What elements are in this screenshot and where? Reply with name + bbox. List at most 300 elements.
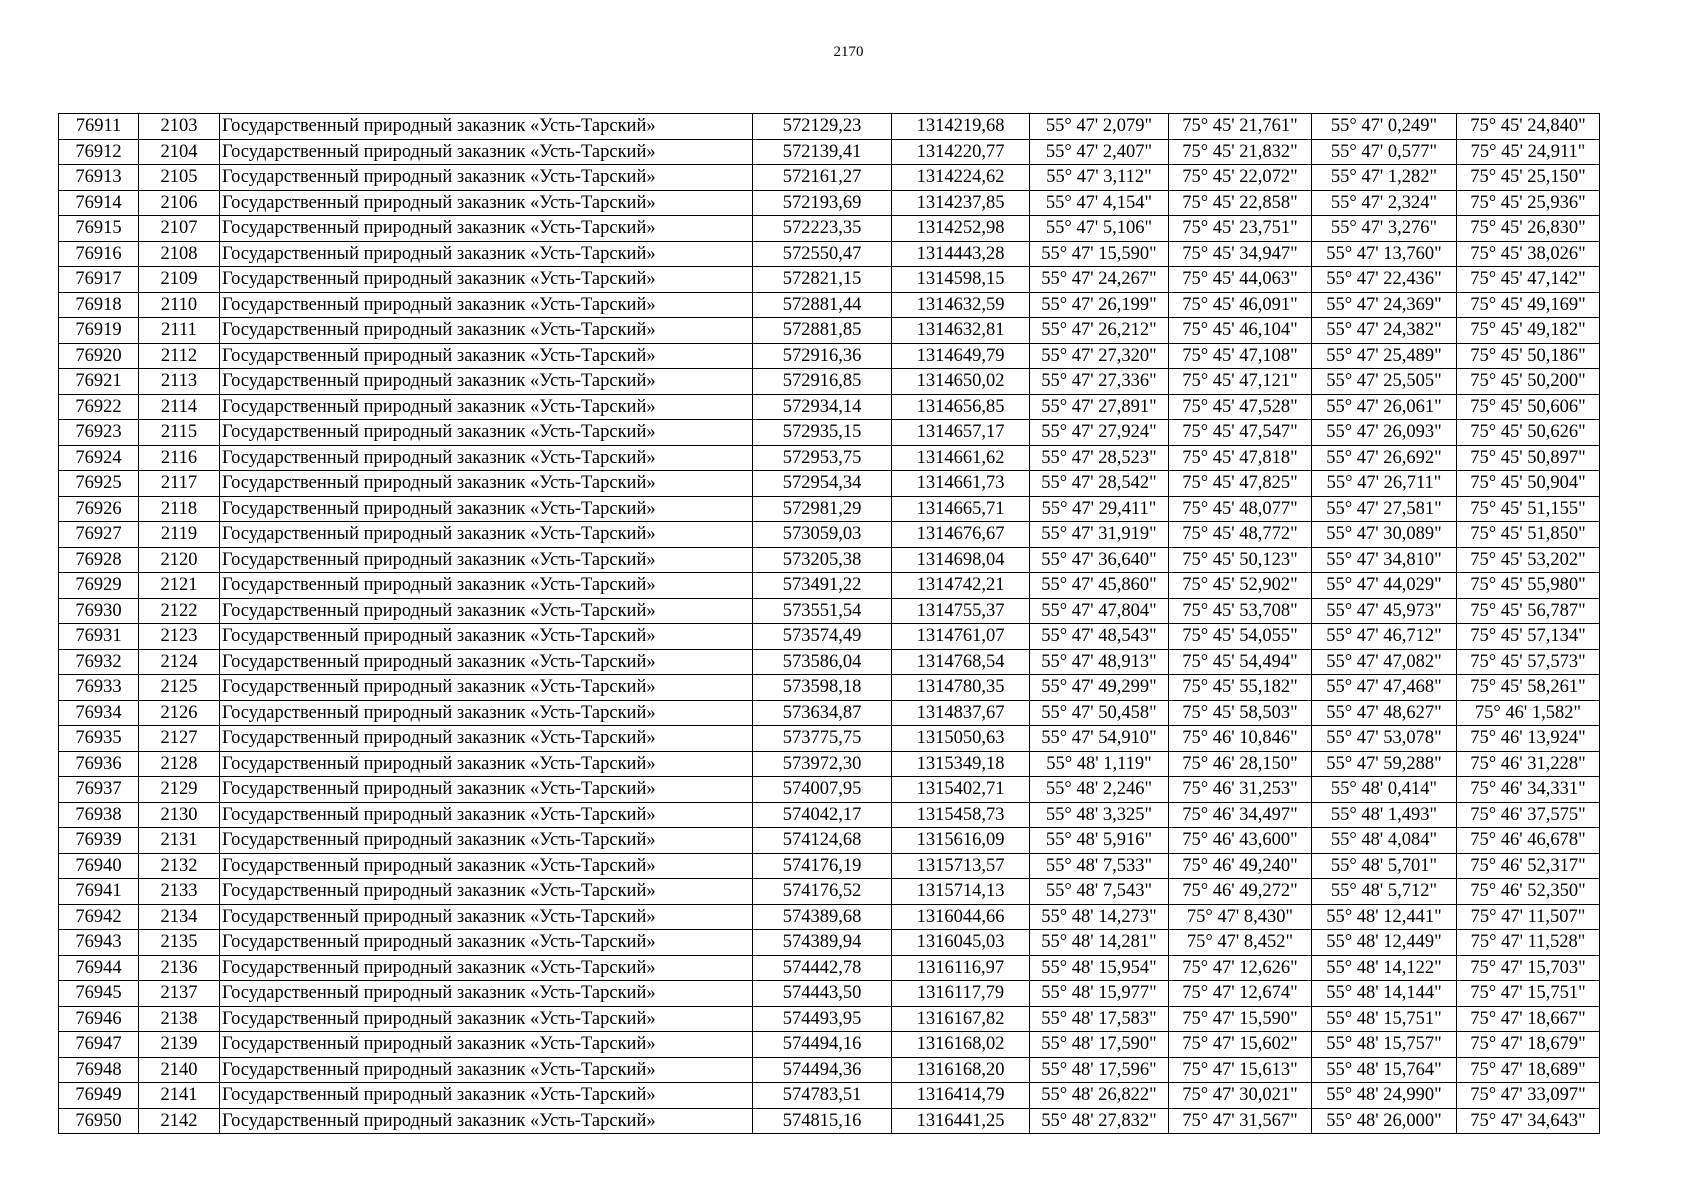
longitude-alt-cell: 75° 47' 11,528": [1457, 930, 1600, 956]
x-coordinate-cell: 574389,94: [753, 930, 892, 956]
zone-name-cell: Государственный природный заказник «Усть-Тарский»: [220, 547, 753, 573]
point-number-cell: 2119: [139, 522, 220, 548]
zone-name-cell: Государственный природный заказник «Усть-Тарский»: [220, 573, 753, 599]
point-number-cell: 2138: [139, 1006, 220, 1032]
latitude-alt-cell: 55° 47' 24,369": [1312, 292, 1457, 318]
zone-name-cell: Государственный природный заказник «Усть-Тарский»: [220, 930, 753, 956]
x-coordinate-cell: 574176,52: [753, 879, 892, 905]
zone-name-cell: Государственный природный заказник «Усть-Тарский»: [220, 445, 753, 471]
latitude-alt-cell: 55° 48' 15,764": [1312, 1057, 1457, 1083]
table-row: [59, 369, 1600, 395]
point-number-cell: 2139: [139, 1032, 220, 1058]
x-coordinate-cell: 573972,30: [753, 751, 892, 777]
zone-name-cell: Государственный природный заказник «Усть-Тарский»: [220, 343, 753, 369]
table-row: [59, 114, 1600, 140]
y-coordinate-cell: 1314780,35: [892, 675, 1030, 701]
y-coordinate-cell: 1316168,02: [892, 1032, 1030, 1058]
zone-name-cell: Государственный природный заказник «Усть-Тарский»: [220, 241, 753, 267]
latitude-alt-cell: 55° 47' 30,089": [1312, 522, 1457, 548]
latitude-alt-cell: 55° 48' 0,414": [1312, 777, 1457, 803]
record-number-cell: 76937: [59, 777, 139, 803]
point-number-cell: 2140: [139, 1057, 220, 1083]
longitude-cell: 75° 45' 47,121": [1169, 369, 1312, 395]
zone-name-cell: Государственный природный заказник «Усть-Тарский»: [220, 216, 753, 242]
record-number-cell: 76915: [59, 216, 139, 242]
table-row: [59, 879, 1600, 905]
x-coordinate-cell: 574783,51: [753, 1083, 892, 1109]
y-coordinate-cell: 1314761,07: [892, 624, 1030, 650]
record-number-cell: 76938: [59, 802, 139, 828]
y-coordinate-cell: 1314755,37: [892, 598, 1030, 624]
latitude-alt-cell: 55° 47' 26,692": [1312, 445, 1457, 471]
table-row: [59, 955, 1600, 981]
longitude-cell: 75° 45' 22,858": [1169, 190, 1312, 216]
latitude-cell: 55° 48' 1,119": [1030, 751, 1169, 777]
table-row: [59, 420, 1600, 446]
point-number-cell: 2110: [139, 292, 220, 318]
latitude-alt-cell: 55° 48' 14,144": [1312, 981, 1457, 1007]
record-number-cell: 76934: [59, 700, 139, 726]
zone-name-cell: Государственный природный заказник «Усть-Тарский»: [220, 165, 753, 191]
y-coordinate-cell: 1314632,81: [892, 318, 1030, 344]
y-coordinate-cell: 1314219,68: [892, 114, 1030, 140]
latitude-alt-cell: 55° 47' 48,627": [1312, 700, 1457, 726]
table-row: [59, 343, 1600, 369]
y-coordinate-cell: 1316167,82: [892, 1006, 1030, 1032]
latitude-alt-cell: 55° 47' 0,249": [1312, 114, 1457, 140]
point-number-cell: 2103: [139, 114, 220, 140]
zone-name-cell: Государственный природный заказник «Усть-Тарский»: [220, 471, 753, 497]
latitude-cell: 55° 47' 54,910": [1030, 726, 1169, 752]
latitude-cell: 55° 48' 26,822": [1030, 1083, 1169, 1109]
latitude-alt-cell: 55° 48' 4,084": [1312, 828, 1457, 854]
longitude-cell: 75° 45' 48,077": [1169, 496, 1312, 522]
point-number-cell: 2131: [139, 828, 220, 854]
latitude-cell: 55° 48' 7,543": [1030, 879, 1169, 905]
y-coordinate-cell: 1314649,79: [892, 343, 1030, 369]
zone-name-cell: Государственный природный заказник «Усть-Тарский»: [220, 751, 753, 777]
record-number-cell: 76940: [59, 853, 139, 879]
longitude-alt-cell: 75° 45' 49,169": [1457, 292, 1600, 318]
y-coordinate-cell: 1316168,20: [892, 1057, 1030, 1083]
table-row: [59, 904, 1600, 930]
x-coordinate-cell: 572935,15: [753, 420, 892, 446]
latitude-cell: 55° 47' 27,924": [1030, 420, 1169, 446]
y-coordinate-cell: 1316117,79: [892, 981, 1030, 1007]
y-coordinate-cell: 1315713,57: [892, 853, 1030, 879]
record-number-cell: 76929: [59, 573, 139, 599]
latitude-cell: 55° 47' 3,112": [1030, 165, 1169, 191]
x-coordinate-cell: 572161,27: [753, 165, 892, 191]
longitude-alt-cell: 75° 46' 46,678": [1457, 828, 1600, 854]
latitude-alt-cell: 55° 47' 25,489": [1312, 343, 1457, 369]
longitude-alt-cell: 75° 47' 33,097": [1457, 1083, 1600, 1109]
latitude-alt-cell: 55° 47' 3,276": [1312, 216, 1457, 242]
longitude-cell: 75° 46' 31,253": [1169, 777, 1312, 803]
longitude-cell: 75° 47' 15,613": [1169, 1057, 1312, 1083]
latitude-alt-cell: 55° 47' 25,505": [1312, 369, 1457, 395]
latitude-cell: 55° 48' 5,916": [1030, 828, 1169, 854]
point-number-cell: 2120: [139, 547, 220, 573]
record-number-cell: 76914: [59, 190, 139, 216]
longitude-alt-cell: 75° 45' 51,155": [1457, 496, 1600, 522]
zone-name-cell: Государственный природный заказник «Усть-Тарский»: [220, 318, 753, 344]
latitude-cell: 55° 48' 2,246": [1030, 777, 1169, 803]
x-coordinate-cell: 573775,75: [753, 726, 892, 752]
longitude-alt-cell: 75° 47' 15,751": [1457, 981, 1600, 1007]
longitude-alt-cell: 75° 45' 50,200": [1457, 369, 1600, 395]
y-coordinate-cell: 1314656,85: [892, 394, 1030, 420]
longitude-alt-cell: 75° 46' 52,317": [1457, 853, 1600, 879]
y-coordinate-cell: 1314698,04: [892, 547, 1030, 573]
longitude-alt-cell: 75° 47' 15,703": [1457, 955, 1600, 981]
longitude-alt-cell: 75° 47' 18,689": [1457, 1057, 1600, 1083]
latitude-cell: 55° 47' 49,299": [1030, 675, 1169, 701]
latitude-cell: 55° 48' 17,583": [1030, 1006, 1169, 1032]
zone-name-cell: Государственный природный заказник «Усть-Тарский»: [220, 420, 753, 446]
x-coordinate-cell: 573586,04: [753, 649, 892, 675]
latitude-cell: 55° 47' 29,411": [1030, 496, 1169, 522]
x-coordinate-cell: 572139,41: [753, 139, 892, 165]
latitude-alt-cell: 55° 47' 47,468": [1312, 675, 1457, 701]
point-number-cell: 2112: [139, 343, 220, 369]
longitude-alt-cell: 75° 45' 50,186": [1457, 343, 1600, 369]
longitude-cell: 75° 47' 12,626": [1169, 955, 1312, 981]
x-coordinate-cell: 572916,85: [753, 369, 892, 395]
zone-name-cell: Государственный природный заказник «Усть-Тарский»: [220, 114, 753, 140]
record-number-cell: 76944: [59, 955, 139, 981]
table-row: [59, 598, 1600, 624]
table-row: [59, 828, 1600, 854]
zone-name-cell: Государственный природный заказник «Усть-Тарский»: [220, 1032, 753, 1058]
record-number-cell: 76928: [59, 547, 139, 573]
latitude-cell: 55° 47' 28,523": [1030, 445, 1169, 471]
point-number-cell: 2128: [139, 751, 220, 777]
y-coordinate-cell: 1314252,98: [892, 216, 1030, 242]
y-coordinate-cell: 1314661,62: [892, 445, 1030, 471]
x-coordinate-cell: 573598,18: [753, 675, 892, 701]
latitude-cell: 55° 48' 3,325": [1030, 802, 1169, 828]
y-coordinate-cell: 1316116,97: [892, 955, 1030, 981]
longitude-alt-cell: 75° 45' 55,980": [1457, 573, 1600, 599]
table-row: [59, 624, 1600, 650]
table-row: [59, 496, 1600, 522]
point-number-cell: 2115: [139, 420, 220, 446]
table-row: [59, 292, 1600, 318]
table-row: [59, 216, 1600, 242]
latitude-cell: 55° 48' 14,281": [1030, 930, 1169, 956]
x-coordinate-cell: 573059,03: [753, 522, 892, 548]
zone-name-cell: Государственный природный заказник «Усть-Тарский»: [220, 726, 753, 752]
x-coordinate-cell: 572821,15: [753, 267, 892, 293]
x-coordinate-cell: 574389,68: [753, 904, 892, 930]
zone-name-cell: Государственный природный заказник «Усть-Тарский»: [220, 1057, 753, 1083]
point-number-cell: 2129: [139, 777, 220, 803]
point-number-cell: 2117: [139, 471, 220, 497]
latitude-alt-cell: 55° 48' 12,441": [1312, 904, 1457, 930]
zone-name-cell: Государственный природный заказник «Усть-Тарский»: [220, 1083, 753, 1109]
table-row: [59, 445, 1600, 471]
latitude-cell: 55° 47' 47,804": [1030, 598, 1169, 624]
table-row: [59, 522, 1600, 548]
table-row: [59, 190, 1600, 216]
y-coordinate-cell: 1315714,13: [892, 879, 1030, 905]
x-coordinate-cell: 572881,44: [753, 292, 892, 318]
point-number-cell: 2141: [139, 1083, 220, 1109]
table-row: [59, 777, 1600, 803]
longitude-alt-cell: 75° 47' 18,667": [1457, 1006, 1600, 1032]
x-coordinate-cell: 574042,17: [753, 802, 892, 828]
latitude-alt-cell: 55° 48' 24,990": [1312, 1083, 1457, 1109]
point-number-cell: 2105: [139, 165, 220, 191]
longitude-cell: 75° 47' 12,674": [1169, 981, 1312, 1007]
longitude-alt-cell: 75° 46' 37,575": [1457, 802, 1600, 828]
point-number-cell: 2124: [139, 649, 220, 675]
point-number-cell: 2104: [139, 139, 220, 165]
table-row: [59, 547, 1600, 573]
table-row: [59, 675, 1600, 701]
point-number-cell: 2118: [139, 496, 220, 522]
y-coordinate-cell: 1314443,28: [892, 241, 1030, 267]
longitude-cell: 75° 45' 47,547": [1169, 420, 1312, 446]
x-coordinate-cell: 574007,95: [753, 777, 892, 803]
point-number-cell: 2125: [139, 675, 220, 701]
longitude-alt-cell: 75° 46' 31,228": [1457, 751, 1600, 777]
y-coordinate-cell: 1314632,59: [892, 292, 1030, 318]
x-coordinate-cell: 572550,47: [753, 241, 892, 267]
point-number-cell: 2130: [139, 802, 220, 828]
latitude-cell: 55° 47' 45,860": [1030, 573, 1169, 599]
longitude-cell: 75° 45' 21,832": [1169, 139, 1312, 165]
record-number-cell: 76939: [59, 828, 139, 854]
latitude-alt-cell: 55° 48' 26,000": [1312, 1108, 1457, 1134]
latitude-cell: 55° 48' 27,832": [1030, 1108, 1169, 1134]
latitude-alt-cell: 55° 47' 24,382": [1312, 318, 1457, 344]
record-number-cell: 76950: [59, 1108, 139, 1134]
record-number-cell: 76933: [59, 675, 139, 701]
table-row: [59, 1006, 1600, 1032]
zone-name-cell: Государственный природный заказник «Усть-Тарский»: [220, 777, 753, 803]
longitude-cell: 75° 46' 34,497": [1169, 802, 1312, 828]
latitude-alt-cell: 55° 48' 1,493": [1312, 802, 1457, 828]
table-row: [59, 1057, 1600, 1083]
longitude-cell: 75° 45' 47,108": [1169, 343, 1312, 369]
record-number-cell: 76917: [59, 267, 139, 293]
x-coordinate-cell: 572953,75: [753, 445, 892, 471]
x-coordinate-cell: 572223,35: [753, 216, 892, 242]
y-coordinate-cell: 1315402,71: [892, 777, 1030, 803]
record-number-cell: 76918: [59, 292, 139, 318]
longitude-cell: 75° 45' 54,494": [1169, 649, 1312, 675]
zone-name-cell: Государственный природный заказник «Усть-Тарский»: [220, 139, 753, 165]
table-row: [59, 394, 1600, 420]
latitude-alt-cell: 55° 47' 1,282": [1312, 165, 1457, 191]
coordinates-table: [58, 113, 1600, 1134]
latitude-alt-cell: 55° 47' 13,760": [1312, 241, 1457, 267]
latitude-cell: 55° 47' 2,407": [1030, 139, 1169, 165]
zone-name-cell: Государственный природный заказник «Усть-Тарский»: [220, 190, 753, 216]
record-number-cell: 76913: [59, 165, 139, 191]
latitude-cell: 55° 48' 17,590": [1030, 1032, 1169, 1058]
longitude-cell: 75° 45' 23,751": [1169, 216, 1312, 242]
x-coordinate-cell: 572981,29: [753, 496, 892, 522]
zone-name-cell: Государственный природный заказник «Усть-Тарский»: [220, 879, 753, 905]
record-number-cell: 76911: [59, 114, 139, 140]
latitude-alt-cell: 55° 47' 45,973": [1312, 598, 1457, 624]
longitude-cell: 75° 46' 10,846": [1169, 726, 1312, 752]
x-coordinate-cell: 573491,22: [753, 573, 892, 599]
x-coordinate-cell: 574494,36: [753, 1057, 892, 1083]
longitude-alt-cell: 75° 45' 47,142": [1457, 267, 1600, 293]
latitude-alt-cell: 55° 47' 26,061": [1312, 394, 1457, 420]
longitude-cell: 75° 46' 49,240": [1169, 853, 1312, 879]
record-number-cell: 76949: [59, 1083, 139, 1109]
record-number-cell: 76941: [59, 879, 139, 905]
latitude-cell: 55° 47' 26,212": [1030, 318, 1169, 344]
table-row: [59, 1032, 1600, 1058]
y-coordinate-cell: 1316045,03: [892, 930, 1030, 956]
latitude-alt-cell: 55° 47' 46,712": [1312, 624, 1457, 650]
longitude-alt-cell: 75° 45' 25,936": [1457, 190, 1600, 216]
latitude-alt-cell: 55° 48' 5,712": [1312, 879, 1457, 905]
zone-name-cell: Государственный природный заказник «Усть-Тарский»: [220, 981, 753, 1007]
longitude-cell: 75° 47' 15,602": [1169, 1032, 1312, 1058]
zone-name-cell: Государственный природный заказник «Усть-Тарский»: [220, 675, 753, 701]
zone-name-cell: Государственный природный заказник «Усть-Тарский»: [220, 955, 753, 981]
longitude-cell: 75° 45' 53,708": [1169, 598, 1312, 624]
table-row: [59, 930, 1600, 956]
x-coordinate-cell: 574815,16: [753, 1108, 892, 1134]
x-coordinate-cell: 573634,87: [753, 700, 892, 726]
zone-name-cell: Государственный природный заказник «Усть-Тарский»: [220, 522, 753, 548]
x-coordinate-cell: 572916,36: [753, 343, 892, 369]
table-body: [59, 114, 1600, 1134]
latitude-cell: 55° 47' 27,320": [1030, 343, 1169, 369]
longitude-cell: 75° 45' 44,063": [1169, 267, 1312, 293]
x-coordinate-cell: 574124,68: [753, 828, 892, 854]
record-number-cell: 76935: [59, 726, 139, 752]
table-row: [59, 802, 1600, 828]
longitude-cell: 75° 45' 22,072": [1169, 165, 1312, 191]
longitude-alt-cell: 75° 47' 18,679": [1457, 1032, 1600, 1058]
record-number-cell: 76943: [59, 930, 139, 956]
latitude-cell: 55° 47' 36,640": [1030, 547, 1169, 573]
latitude-alt-cell: 55° 48' 12,449": [1312, 930, 1457, 956]
x-coordinate-cell: 572954,34: [753, 471, 892, 497]
latitude-cell: 55° 48' 14,273": [1030, 904, 1169, 930]
table-row: [59, 267, 1600, 293]
longitude-alt-cell: 75° 45' 57,134": [1457, 624, 1600, 650]
point-number-cell: 2132: [139, 853, 220, 879]
longitude-alt-cell: 75° 45' 50,904": [1457, 471, 1600, 497]
y-coordinate-cell: 1316044,66: [892, 904, 1030, 930]
longitude-cell: 75° 46' 49,272": [1169, 879, 1312, 905]
zone-name-cell: Государственный природный заказник «Усть-Тарский»: [220, 828, 753, 854]
y-coordinate-cell: 1314665,71: [892, 496, 1030, 522]
x-coordinate-cell: 573551,54: [753, 598, 892, 624]
point-number-cell: 2109: [139, 267, 220, 293]
zone-name-cell: Государственный природный заказник «Усть-Тарский»: [220, 802, 753, 828]
longitude-cell: 75° 45' 50,123": [1169, 547, 1312, 573]
longitude-cell: 75° 47' 8,430": [1169, 904, 1312, 930]
longitude-cell: 75° 45' 34,947": [1169, 241, 1312, 267]
table-row: [59, 165, 1600, 191]
latitude-cell: 55° 47' 50,458": [1030, 700, 1169, 726]
longitude-cell: 75° 46' 43,600": [1169, 828, 1312, 854]
longitude-alt-cell: 75° 45' 56,787": [1457, 598, 1600, 624]
longitude-cell: 75° 45' 54,055": [1169, 624, 1312, 650]
latitude-cell: 55° 47' 28,542": [1030, 471, 1169, 497]
point-number-cell: 2126: [139, 700, 220, 726]
y-coordinate-cell: 1314237,85: [892, 190, 1030, 216]
point-number-cell: 2122: [139, 598, 220, 624]
x-coordinate-cell: 574176,19: [753, 853, 892, 879]
y-coordinate-cell: 1315050,63: [892, 726, 1030, 752]
zone-name-cell: Государственный природный заказник «Усть-Тарский»: [220, 267, 753, 293]
latitude-alt-cell: 55° 48' 5,701": [1312, 853, 1457, 879]
longitude-alt-cell: 75° 45' 50,606": [1457, 394, 1600, 420]
record-number-cell: 76942: [59, 904, 139, 930]
longitude-cell: 75° 47' 8,452": [1169, 930, 1312, 956]
point-number-cell: 2127: [139, 726, 220, 752]
record-number-cell: 76945: [59, 981, 139, 1007]
point-number-cell: 2111: [139, 318, 220, 344]
zone-name-cell: Государственный природный заказник «Усть-Тарский»: [220, 1108, 753, 1134]
y-coordinate-cell: 1314676,67: [892, 522, 1030, 548]
longitude-cell: 75° 45' 47,818": [1169, 445, 1312, 471]
x-coordinate-cell: 572193,69: [753, 190, 892, 216]
record-number-cell: 76930: [59, 598, 139, 624]
y-coordinate-cell: 1314650,02: [892, 369, 1030, 395]
record-number-cell: 76920: [59, 343, 139, 369]
zone-name-cell: Государственный природный заказник «Усть-Тарский»: [220, 496, 753, 522]
latitude-alt-cell: 55° 47' 0,577": [1312, 139, 1457, 165]
zone-name-cell: Государственный природный заказник «Усть-Тарский»: [220, 853, 753, 879]
table-row: [59, 700, 1600, 726]
longitude-alt-cell: 75° 45' 25,150": [1457, 165, 1600, 191]
table-row: [59, 1083, 1600, 1109]
record-number-cell: 76927: [59, 522, 139, 548]
point-number-cell: 2137: [139, 981, 220, 1007]
longitude-alt-cell: 75° 45' 51,850": [1457, 522, 1600, 548]
table-row: [59, 853, 1600, 879]
record-number-cell: 76936: [59, 751, 139, 777]
y-coordinate-cell: 1314220,77: [892, 139, 1030, 165]
y-coordinate-cell: 1314657,17: [892, 420, 1030, 446]
latitude-cell: 55° 47' 27,891": [1030, 394, 1169, 420]
y-coordinate-cell: 1314768,54: [892, 649, 1030, 675]
latitude-alt-cell: 55° 47' 44,029": [1312, 573, 1457, 599]
latitude-alt-cell: 55° 47' 53,078": [1312, 726, 1457, 752]
longitude-alt-cell: 75° 47' 34,643": [1457, 1108, 1600, 1134]
table-row: [59, 1108, 1600, 1134]
x-coordinate-cell: 574493,95: [753, 1006, 892, 1032]
point-number-cell: 2113: [139, 369, 220, 395]
y-coordinate-cell: 1315349,18: [892, 751, 1030, 777]
longitude-cell: 75° 47' 30,021": [1169, 1083, 1312, 1109]
latitude-cell: 55° 47' 26,199": [1030, 292, 1169, 318]
zone-name-cell: Государственный природный заказник «Усть-Тарский»: [220, 1006, 753, 1032]
y-coordinate-cell: 1314598,15: [892, 267, 1030, 293]
longitude-cell: 75° 45' 58,503": [1169, 700, 1312, 726]
record-number-cell: 76916: [59, 241, 139, 267]
zone-name-cell: Государственный природный заказник «Усть-Тарский»: [220, 369, 753, 395]
y-coordinate-cell: 1316414,79: [892, 1083, 1030, 1109]
longitude-alt-cell: 75° 45' 24,840": [1457, 114, 1600, 140]
y-coordinate-cell: 1316441,25: [892, 1108, 1030, 1134]
longitude-cell: 75° 47' 31,567": [1169, 1108, 1312, 1134]
latitude-alt-cell: 55° 48' 14,122": [1312, 955, 1457, 981]
